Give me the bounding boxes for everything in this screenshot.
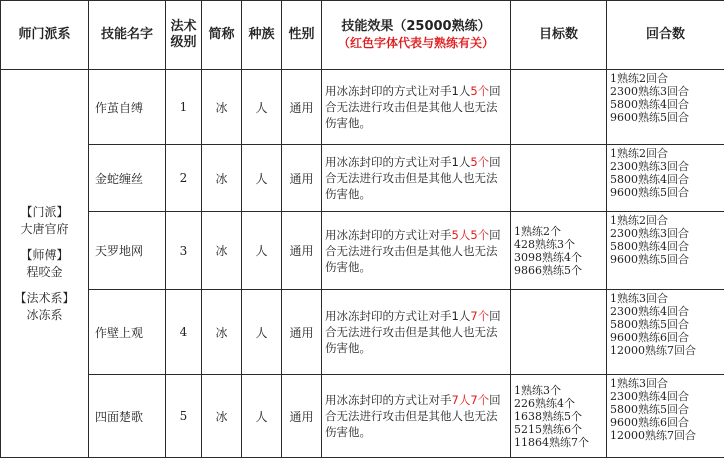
round-count-cell [607,70,724,145]
header-effect-note: （红色字体代表与熟练有关） [322,35,510,51]
round-entry: 2300熟练3回合 [610,227,721,240]
header-rounds: 回合数 [607,1,724,70]
header-gender: 性别 [282,1,322,70]
effect-text: 回合无法进行攻击但是其他人也无法伤害他。 [325,228,501,274]
round-entry: 5800熟练4回合 [610,240,721,253]
effect-text: 回合无法进行攻击但是其他人也无法伤害他。 [325,155,501,201]
target-entry: 3098熟练4个 [514,251,603,264]
round-entry: 1熟练2回合 [610,147,721,160]
effect-proficiency-text: 5个 [470,84,489,98]
header-effect-title: 技能效果（25000熟练） [322,19,510,35]
skill-name: 作壁上观 [89,290,166,375]
skill-name: 天罗地网 [89,212,166,290]
sect-magic-label: 【法术系】 [1,290,88,307]
spacer [1,281,88,290]
target-entry: 428熟练3个 [514,238,603,251]
target-count-cell [511,145,607,212]
round-entry: 9600熟练6回合 [610,416,721,429]
sect-master-label: 【师傅】 [1,247,88,264]
effect-text: 用冰冻封印的方式让对手 [325,393,452,407]
skill-row [1,290,724,375]
skill-row [1,145,724,212]
effect-text: 回合无法进行攻击但是其他人也无法伤害他。 [325,393,501,439]
effect-text: 回合无法进行攻击但是其他人也无法伤害他。 [325,309,501,355]
target-count-cell [511,375,607,458]
round-entry: 1熟练2回合 [610,214,721,227]
sect-school-value: 大唐官府 [1,221,88,238]
skill-row [1,212,724,290]
skill-level: 5 [166,375,202,458]
round-entry: 9600熟练5回合 [610,111,721,124]
round-entry: 2300熟练3回合 [610,85,721,98]
sect-magic-value: 冰冻系 [1,307,88,324]
skill-race: 人 [242,375,282,458]
skill-gender: 通用 [282,212,322,290]
skill-abbr: 冰 [202,145,242,212]
skill-race: 人 [242,290,282,375]
round-count-cell [607,375,724,458]
effect-text: 回合无法进行攻击但是其他人也无法伤害他。 [325,84,501,130]
skill-effect [322,290,511,375]
sect-master-value: 程咬金 [1,264,88,281]
skill-race: 人 [242,212,282,290]
skill-gender: 通用 [282,70,322,145]
header-effect [322,1,511,70]
header-level-line2: 级别 [166,35,201,51]
skill-name: 作茧自缚 [89,70,166,145]
skill-row [1,70,724,145]
skill-name: 金蛇缠丝 [89,145,166,212]
skill-gender: 通用 [282,290,322,375]
round-entry: 12000熟练7回合 [610,344,721,357]
round-entry: 2300熟练4回合 [610,305,721,318]
round-entry: 1熟练3回合 [610,292,721,305]
skill-race: 人 [242,145,282,212]
round-entry: 9600熟练6回合 [610,331,721,344]
round-entry: 12000熟练7回合 [610,429,721,442]
skill-gender: 通用 [282,145,322,212]
round-entry: 2300熟练3回合 [610,160,721,173]
skill-abbr: 冰 [202,212,242,290]
skill-gender: 通用 [282,375,322,458]
round-entry: 5800熟练5回合 [610,403,721,416]
header-row [1,1,724,70]
header-race: 种族 [242,1,282,70]
target-entry: 1熟练3个 [514,384,603,397]
round-count-cell [607,145,724,212]
target-entry: 1熟练2个 [514,225,603,238]
target-entry: 11864熟练7个 [514,436,603,449]
skill-abbr: 冰 [202,375,242,458]
effect-text: 用冰冻封印的方式让对手1人 [325,155,470,169]
effect-proficiency-text: 7人7个 [452,393,490,407]
target-entry: 5215熟练6个 [514,423,603,436]
effect-text: 用冰冻封印的方式让对手 [325,228,452,242]
spacer [1,238,88,247]
skill-row [1,375,724,458]
sect-info-cell [1,70,89,458]
effect-proficiency-text: 7个 [470,309,489,323]
round-entry: 5800熟练4回合 [610,173,721,186]
skill-abbr: 冰 [202,290,242,375]
target-entry: 1638熟练5个 [514,410,603,423]
sect-school-label: 【门派】 [1,204,88,221]
skill-effect [322,70,511,145]
skill-name: 四面楚歌 [89,375,166,458]
round-entry: 5800熟练4回合 [610,98,721,111]
round-entry: 9600熟练5回合 [610,186,721,199]
target-count-cell [511,70,607,145]
round-count-cell [607,290,724,375]
skill-effect [322,145,511,212]
target-entry: 226熟练4个 [514,397,603,410]
round-entry: 1熟练3回合 [610,377,721,390]
effect-proficiency-text: 5人5个 [452,228,490,242]
header-level [166,1,202,70]
effect-text: 用冰冻封印的方式让对手1人 [325,84,470,98]
skill-level: 3 [166,212,202,290]
header-targets: 目标数 [511,1,607,70]
skill-level: 2 [166,145,202,212]
skill-abbr: 冰 [202,70,242,145]
round-entry: 9600熟练5回合 [610,253,721,266]
skill-level: 4 [166,290,202,375]
skill-effect [322,375,511,458]
round-entry: 5800熟练5回合 [610,318,721,331]
target-count-cell [511,212,607,290]
effect-proficiency-text: 5个 [470,155,489,169]
target-entry: 9866熟练5个 [514,264,603,277]
round-entry: 1熟练2回合 [610,72,721,85]
skill-race: 人 [242,70,282,145]
header-abbr: 简称 [202,1,242,70]
skill-level: 1 [166,70,202,145]
target-count-cell [511,290,607,375]
effect-text: 用冰冻封印的方式让对手1人 [325,309,470,323]
header-level-line1: 法术 [166,19,201,35]
round-count-cell [607,212,724,290]
header-school: 师门派系 [1,1,89,70]
header-skill-name: 技能名字 [89,1,166,70]
round-entry: 2300熟练4回合 [610,390,721,403]
skill-effect [322,212,511,290]
